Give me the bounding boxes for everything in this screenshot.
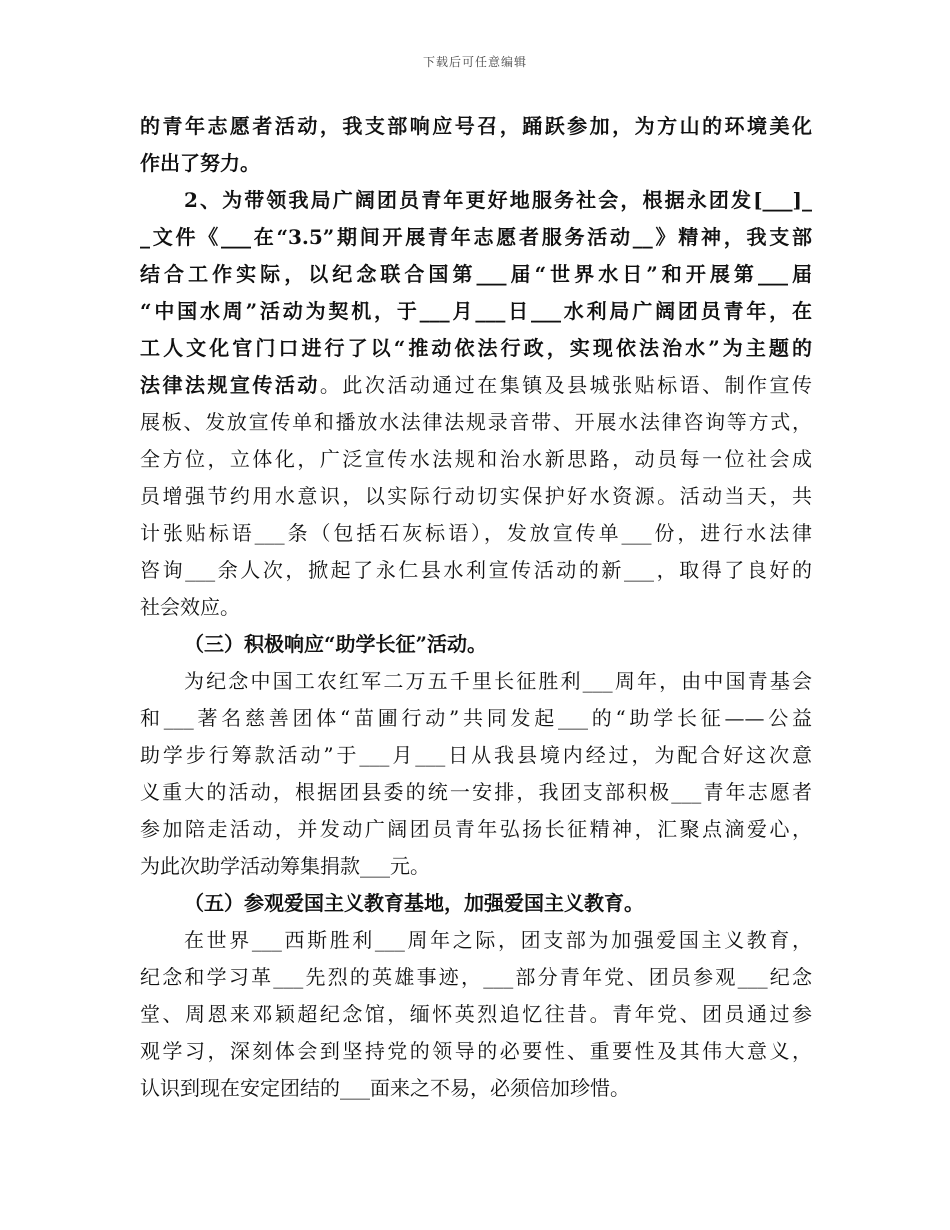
text-line: 全方位，立体化，广泛宣传水法规和治水新思路，动员每一位社会成 bbox=[140, 447, 812, 471]
bold-run: 法律法规宣传活动 bbox=[140, 373, 320, 397]
text-line: 社会效应。 bbox=[140, 595, 240, 619]
text-line: 2、为带领我局广阔团员青年更好地服务社会，根据永团发[___]_ bbox=[184, 188, 812, 212]
text-line: _文件《___在“3.5”期间开展青年志愿者服务活动__》精神，我支部 bbox=[140, 225, 812, 249]
text-line: 助学步行筹款活动”于___月___日从我县境内经过，为配合好这次意 bbox=[140, 743, 812, 767]
text-line: 参加陪走活动，并发动广阔团员青年弘扬长征精神，汇聚点滴爱心， bbox=[140, 817, 812, 841]
text-line bbox=[140, 367, 812, 404]
document-body bbox=[140, 108, 812, 1107]
text-line: 和___著名慈善团体“苗圃行动”共同发起___的“助学长征——公益 bbox=[140, 706, 812, 730]
text-line: 为此次助学活动筹集捐款___元。 bbox=[140, 854, 430, 878]
text-line: 为纪念中国工农红军二万五千里长征胜利___周年，由中国青基会 bbox=[184, 669, 812, 693]
page-header: 下载后可任意编辑 bbox=[422, 55, 527, 69]
text-line: 作出了努力。 bbox=[140, 151, 260, 175]
text-line: 的青年志愿者活动，我支部响应号召，踊跃参加，为方山的环境美化 bbox=[140, 114, 812, 138]
text-line: 员增强节约用水意识，以实际行动切实保护好水资源。活动当天，共 bbox=[140, 484, 812, 508]
text-line: 结合工作实际，以纪念联合国第___届“世界水日”和开展第___届 bbox=[140, 262, 812, 286]
text-line: “中国水周”活动为契机，于___月___日___水利局广阔团员青年，在 bbox=[140, 299, 812, 323]
text-line: 工人文化官门口进行了以“推动依法行政，实现依法治水”为主题的 bbox=[140, 336, 812, 360]
text-line: 认识到现在安定团结的___面来之不易，必须倍加珍惜。 bbox=[140, 1076, 630, 1100]
text-line: 义重大的活动，根据团县委的统一安排，我团支部积极___青年志愿者 bbox=[140, 780, 812, 804]
text-line: 咨询___余人次，掀起了永仁县水利宣传活动的新___，取得了良好的 bbox=[140, 558, 812, 582]
text-line: 计张贴标语___条（包括石灰标语），发放宣传单___份，进行水法律 bbox=[140, 521, 812, 545]
text-line: 在世界___西斯胜利___周年之际，团支部为加强爱国主义教育， bbox=[184, 928, 812, 952]
text-line: 堂、周恩来邓颖超纪念馆，缅怀英烈追忆往昔。青年党、团员通过参 bbox=[140, 1002, 812, 1026]
normal-run: 。此次活动通过在集镇及县城张贴标语、制作宣传 bbox=[319, 373, 812, 397]
text-line: 展板、发放宣传单和播放水法律法规录音带、开展水法律咨询等方式， bbox=[140, 410, 812, 434]
text-line: 纪念和学习革___先烈的英雄事迹，___部分青年党、团员参观___纪念 bbox=[140, 965, 812, 989]
section-heading: （三）积极响应“助学长征”活动。 bbox=[184, 632, 488, 656]
text-line: 观学习，深刻体会到坚持党的领导的必要性、重要性及其伟大意义， bbox=[140, 1039, 812, 1063]
section-heading: （五）参观爱国主义教育基地，加强爱国主义教育。 bbox=[184, 891, 644, 915]
